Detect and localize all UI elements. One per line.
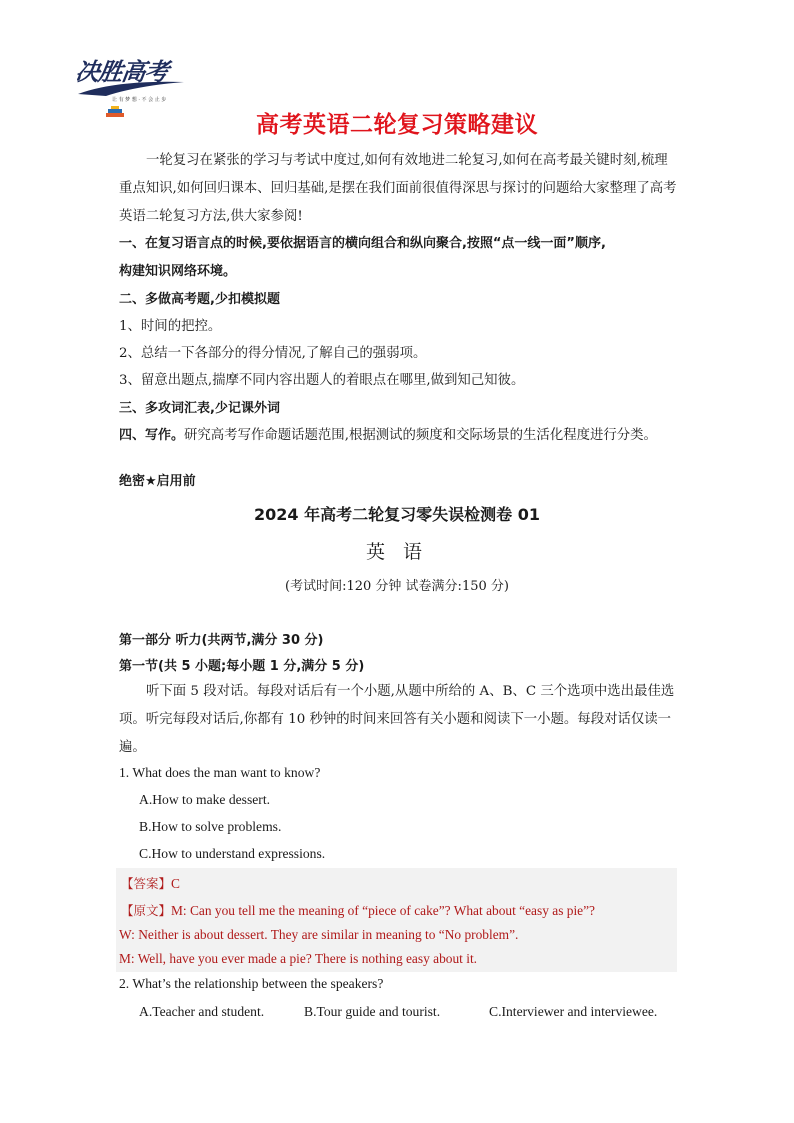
question-number: 1.: [119, 765, 130, 780]
option-c: C.How to understand expressions.: [139, 846, 326, 861]
logo-text: 决胜高考: [73, 58, 170, 86]
transcript-line-1: [121, 901, 595, 919]
strategy-4: [119, 424, 689, 443]
transcript-line-3: M: Well, have you ever made a pie? There is nothing easy about it.: [119, 951, 478, 966]
intro-paragraph: 一轮复习在紧张的学习与考试中度过,如何有效地进二轮复习,如何在高考最关键时刻,梳理重点知识,如何回归课本、回归基础,是摆在我们面前很值得深思与探讨的问题给大家整理了高考英语二轮复习方法,供大家参阅!: [119, 153, 677, 224]
exam-subject: 英 语: [365, 541, 429, 563]
confidential-mark: 绝密★启用前: [119, 474, 196, 489]
strategy-2-item: 3、留意出题点,揣摩不同内容出题人的着眼点在哪里,做到知己知彼。: [119, 373, 525, 388]
strategy-1-line-1: 一、在复习语言点的时候,要依据语言的横向组合和纵向聚合,按照“点一线一面”顺序,: [119, 236, 606, 251]
logo-subtitle: 让 有 梦 想 · 不 会 止 步: [112, 97, 167, 103]
transcript-line-2: W: Neither is about dessert. They are similar in meaning to “No problem”.: [119, 927, 519, 942]
logo-swoosh-icon: [76, 78, 188, 98]
answer-value: C: [171, 876, 180, 891]
strategy-1-line-2: 构建知识网络环境。: [119, 264, 237, 279]
option-c: C.Interviewer and interviewee.: [489, 1004, 658, 1019]
page-title: 高考英语二轮复习策略建议: [256, 112, 538, 138]
question-text: What does the man want to know?: [132, 765, 321, 780]
strategy-4-text: 研究高考写作命题话题范围,根据测试的频度和交际场景的生活化程度进行分类。: [184, 428, 657, 443]
option-a: A.How to make dessert.: [139, 792, 270, 807]
listening-instructions: 听下面 5 段对话。每段对话后有一个小题,从题中所给的 A、B、C 三个选项中选出最佳选项。听完每段对话后,你都有 10 秒钟的时间来回答有关小题和阅读下一小题。每段对话仅读一遍。: [119, 684, 675, 755]
question-number: 2.: [119, 976, 130, 991]
option-a: A.Teacher and student.: [139, 1004, 265, 1019]
section-1-heading: 第一节(共 5 小题;每小题 1 分,满分 5 分): [119, 659, 365, 674]
strategy-2-item: 1、时间的把控。: [119, 319, 222, 334]
strategy-2-heading: 二、多做高考题,少扣模拟题: [119, 292, 280, 307]
question-2: [119, 976, 689, 992]
strategy-4-label: 四、写作。: [119, 428, 185, 443]
option-b: B.How to solve problems.: [139, 819, 282, 834]
question-1: [119, 765, 689, 781]
answer-label: 【答案】: [121, 876, 172, 891]
part-1-heading: 第一部分 听力(共两节,满分 30 分): [119, 633, 324, 648]
transcript-label: 【原文】: [121, 903, 172, 918]
strategy-3-heading: 三、多攻词汇表,少记课外词: [119, 401, 280, 416]
exam-info: (考试时间:120 分钟 试卷满分:150 分): [285, 579, 509, 594]
strategy-2-item: 2、总结一下各部分的得分情况,了解自己的强弱项。: [119, 346, 427, 361]
question-text: What’s the relationship between the speakers?: [132, 976, 384, 991]
exam-title: 2024 年高考二轮复习零失误检测卷 01: [254, 505, 540, 524]
question-2-options: [139, 1004, 709, 1020]
answer-line: [121, 874, 180, 892]
option-b: B.Tour guide and tourist.: [304, 1004, 441, 1019]
transcript-text: M: Can you tell me the meaning of “piece of cake”? What about “easy as pie”?: [171, 903, 595, 918]
